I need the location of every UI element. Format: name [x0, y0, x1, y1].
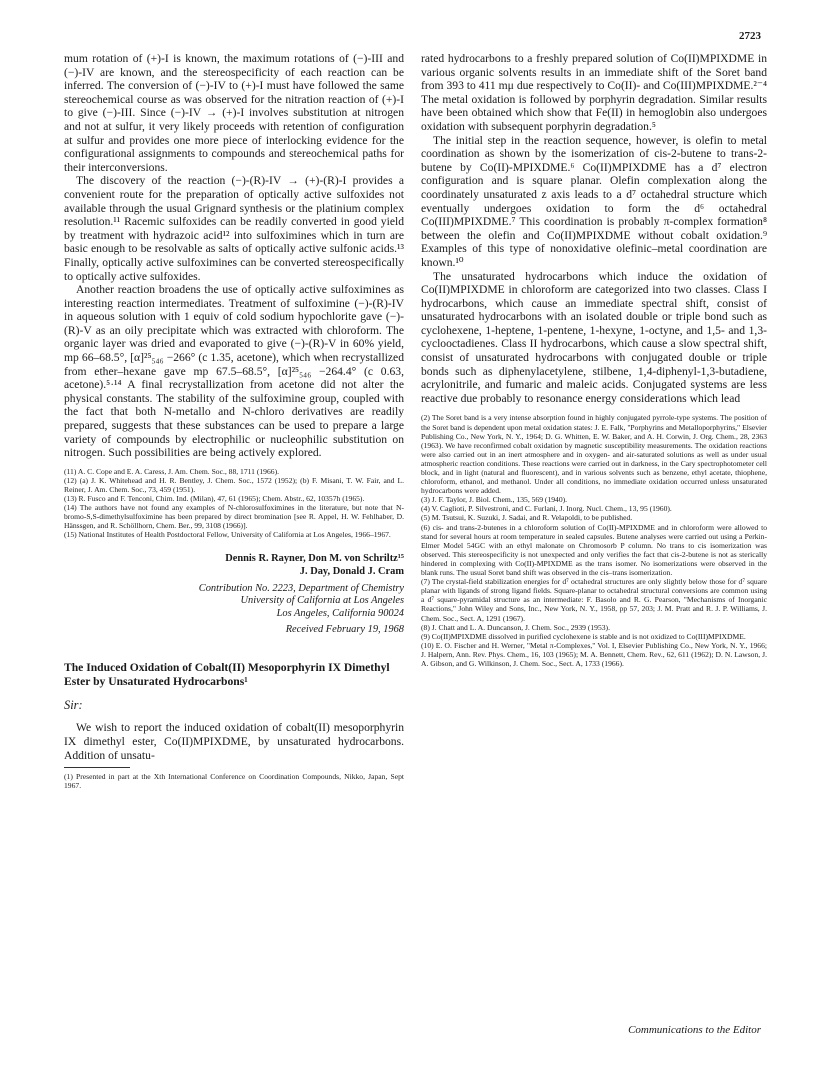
received-date: Received February 19, 1968 — [285, 624, 404, 636]
footnote-divider — [64, 767, 130, 768]
footnotes-right — [421, 413, 767, 668]
left-column — [64, 52, 404, 790]
footnotes-left — [64, 467, 404, 540]
affiliation-line: Los Angeles, California 90024 — [276, 607, 404, 619]
footnote: (10) E. O. Fischer and H. Werner, "Metal π-Complexes," Vol. I, Elsevier Publishing Co., New York, N. Y., 1966; J. Halpern, Ann. Rev. Phys. Chem., 16, 103 (1965); M. A. Bennett, Chem. Rev., 62, 611 (1962); D. N. Lawson, J. A. Gibson, and G. Wilkinson, J. Chem. Soc., Sect. A, 1733 (1966). — [421, 640, 767, 668]
body-paragraph: The unsaturated hydrocarbons which induce the oxidation of Co(II)MPIXDME in chloroform are categorized into two classes. Class I hydrocarbons, which cause an immediate spectral shift, consist of unsaturated hydrocarbons with an isolated double or triple bond such as cyclohexene, 1-heptene, 1-pentene, 1-hexyne, 1-octyne, and 1,5- and 1,3-cyclooctadienes. Class II hydrocarbons, which cause a slow spectral shift, consist of unsaturated hydrocarbons with conjugated double or triple bonds such as diphenylacetylene, stilbene, 1,4-diphenyl-1,3-butadiene, acrylonitrile, and fumaric and maleic acids. Conjugated systems are less reactive due probably to resonance energy considerations which lead — [421, 269, 767, 405]
affiliation-line: University of California at Los Angeles — [240, 595, 404, 607]
footnote: (2) The Soret band is a very intense absorption found in highly conjugated pyrrole-type systems. The position of the Soret band is dependent upon metal oxidation states: J. E. Falk, "Porphyrins and Metalloporphyrins," Elsevier Publishing Co., New York, N. Y., 1964; D. G. Whitten, E. W. Baker, and A. H. Corwin, J. Org. Chem., 28, 2363 (1963). We have reconfirmed cobalt oxidation by magnetic susceptibility measurements. The oxidation reactions were also carried out in an inert atmosphere and in oxygen- and air-saturated solutions as well as under usual atmospheric reaction conditions. These reactions were carried out in darkness, in the Cary spectrophotometer cell block, and in light (natural and fluorescent), and in various solvents such as benzene, ethyl acetate, thiophene, chloroform, ethanol, and methanol. Under all conditions, no immediate oxidation occurred unless unsaturated hydrocarbons were added. — [421, 413, 767, 496]
footnote: (4) V. Caglioti, P. Silvestroni, and C. Furlani, J. Inorg. Nucl. Chem., 13, 95 (1960). — [421, 504, 672, 514]
footnote: (5) M. Tsutsui, K. Suzuki, J. Sadai, and R. Velapoldi, to be published. — [421, 513, 633, 523]
footnote: (7) The crystal-field stabilization energies for d⁷ octahedral structures are only slightly below those for d⁷ square planar with ligands of strong ligand fields. Square-planar to octahedral structural conversions are common using a d⁷ square-pyramidal structure as an intermediate: F. Basolo and R. G. Pearson, "Mechanisms of Inorganic Reactions," John Wiley and Sons, Inc., New York, N. Y., 1958, pp 57, 203; J. M. Pratt and R. J. P. Williams, J. Chem. Soc., Sect. A, 1291 (1967). — [421, 577, 767, 623]
footnote: (13) R. Fusco and F. Tenconi, Chim. Ind. (Milan), 47, 61 (1965); Chem. Abstr., 62, 10357h (1965). — [64, 494, 365, 504]
body-paragraph: The initial step in the reaction sequence, however, is olefin to metal coordination as shown by the isomerization of cis-2-butene to trans-2-butene by Co(II)-MPIXDME.⁶ Co(II)MPIXDME has a d⁷ electron configuration and is square planar. Olefin complexation along the coordinately unsaturated z axis leads to a d⁷ octahedral structure which eventually undergoes oxidation to form the d⁶ octahedral Co(III)MPIXDME.⁷ This coordination is probably π-complex formation⁸ between the olefin and Co(II)MPIXDME without cobalt oxidation.⁹ Examples of this type of nonoxidative olefinic–metal coordination are known.¹⁰ — [421, 133, 767, 269]
footnote: (14) The authors have not found any examples of N-chlorosulfoximines in the literature, but note that N-bromo-S,S-dimethylsulfoximine has been prepared by direct bromination [see R. Appel, H. W. Fehlhaber, D. Hänssgen, and R. Schöllhorn, Chem. Ber., 99, 3108 (1966)]. — [64, 503, 404, 531]
author-line: Dennis R. Rayner, Don M. von Schriltz¹⁵ — [225, 552, 404, 564]
body-paragraph: Another reaction broadens the use of optically active sulfoximines as interesting reaction intermediates. Treatment of sulfoximine (−)-(R)-IV in aqueous solution with 1 equiv of cold sodium hypochlorite gave (−)-(R)-V as an oily precipitate which was extracted with chloroform. The organic layer was dried and evaporated to give (−)-(R)-V in 60% yield, mp 66–68.5°, [α]²⁵₅₄₆ −266° (c 1.35, acetone), which when recrystallized from ether–hexane gave mp 67.5–68.5°, [α]²⁵₅₄₆ −264.4° (c 0.63, acetone).⁵·¹⁴ A final recrystallization from acetone did not alter the physical constants. The stability of the sulfoximine group, coupled with the fact that both N-metallo and N-chloro derivatives are readily prepared, suggests that these substances can be used to prepare a large variety of compounds by electrophilic or nucleophilic substitution on nitrogen. Such possibilities are being actively explored. — [64, 283, 404, 460]
journal-section-caption: Communications to the Editor — [628, 1024, 761, 1036]
body-paragraph: mum rotation of (+)-I is known, the maximum rotations of (−)-III and (−)-IV are known, and the stereospecificity of each reaction can be inferred. The conversion of (−)-IV to (+)-I must have followed the same stereochemical course as was observed for the nitration reaction of (+)-I to give (−)-III. Since (−)-IV → (+)-I involves substitution at nitrogen and not at sulfur, it very likely proceeds with retention of configuration at sulfur and provides one more piece of interlocking evidence for the configurational assignments to compounds and stereochemical paths for their interconversions. — [64, 52, 404, 174]
intro-paragraph: We wish to report the induced oxidation of cobalt(II) mesoporphyrin IX dimethyl ester, Co(II)MPIXDME, by unsaturated hydrocarbons. Addition of unsatu- — [64, 721, 404, 762]
footnote: (3) J. F. Taylor, J. Biol. Chem., 135, 569 (1940). — [421, 495, 568, 505]
salutation: Sir: — [64, 698, 83, 713]
footnote: (9) Co(II)MPIXDME dissolved in purified cyclohexene is stable and is not oxidized to Co(III)MPIXDME. — [421, 631, 746, 641]
footnote: (6) cis- and trans-2-butenes in a chloroform solution of Co(II)-MPIXDME and in chloroform were allowed to stand for several hours at room temperature in sealed capsules. Butene analyses were carried out using a Perkin-Elmer Model 54GC with an ethyl malonate on Chromosorb P column. No trans to cis isomerization was observed. This stereospecificity is not unexpected and only verifies the fact that cis-2-butene is not as sterically hindered in complexing with Co(II)-MPIXDME as the trans isomer. No isomerizations were observed in the blank runs. The usual Soret band shift was observed in the cis–trans isomerization. — [421, 522, 767, 578]
affiliation — [64, 583, 404, 621]
affiliation-line: Contribution No. 2223, Department of Chemistry — [198, 582, 404, 594]
footnote: (1) Presented in part at the Xth International Conference on Coordination Compounds, Nikko, Japan, Sept 1967. — [64, 772, 404, 791]
footnote: (15) National Institutes of Health Postdoctoral Fellow, University of California at Los Angeles, 1966–1967. — [64, 530, 391, 540]
body-paragraph: rated hydrocarbons to a freshly prepared solution of Co(II)MPIXDME in various organic solvents results in an immediate shift of the Soret band from 393 to 411 mμ due respectively to Co(II)- and Co(III)MPIXDME.²⁻⁴ The metal oxidation is followed by porphyrin degradation. Similar results have been obtained which show that Fe(II) in hemoglobin also undergoes oxidation with subsequent porphyrin degradation.⁵ — [421, 52, 767, 133]
author-list — [64, 552, 404, 578]
page-number: 2723 — [739, 30, 761, 42]
footnote: (11) A. C. Cope and E. A. Caress, J. Am. Chem. Soc., 88, 1711 (1966). — [64, 466, 280, 476]
footnote: (8) J. Chatt and L. A. Duncanson, J. Chem. Soc., 2939 (1953). — [421, 622, 610, 632]
author-line: J. Day, Donald J. Cram — [299, 565, 404, 577]
right-column — [421, 52, 767, 668]
article-title: The Induced Oxidation of Cobalt(II) Mesoporphyrin IX Dimethyl Ester by Unsaturated Hydrocarbons¹ — [64, 661, 390, 689]
footnote: (12) (a) J. K. Whitehead and H. R. Bentley, J. Chem. Soc., 1572 (1952); (b) F. Misani, T. W. Fair, and L. Reiner, J. Am. Chem. Soc., 73, 459 (1951). — [64, 475, 404, 494]
body-paragraph: The discovery of the reaction (−)-(R)-IV → (+)-(R)-I provides a convenient route for the preparation of optically active sulfoxides not available through the usual Grignard synthesis or the platinium complex resolution.¹¹ Racemic sulfoxides can be readily converted in good yield by treatment with hydrazoic acid¹² into sulfoximines which in turn are basic enough to be resolvable as salts of optically active sulfonic acids.¹³ Finally, optically active sulfoximines can be converted stereospecifically to optically active sulfoxides. — [64, 174, 404, 283]
